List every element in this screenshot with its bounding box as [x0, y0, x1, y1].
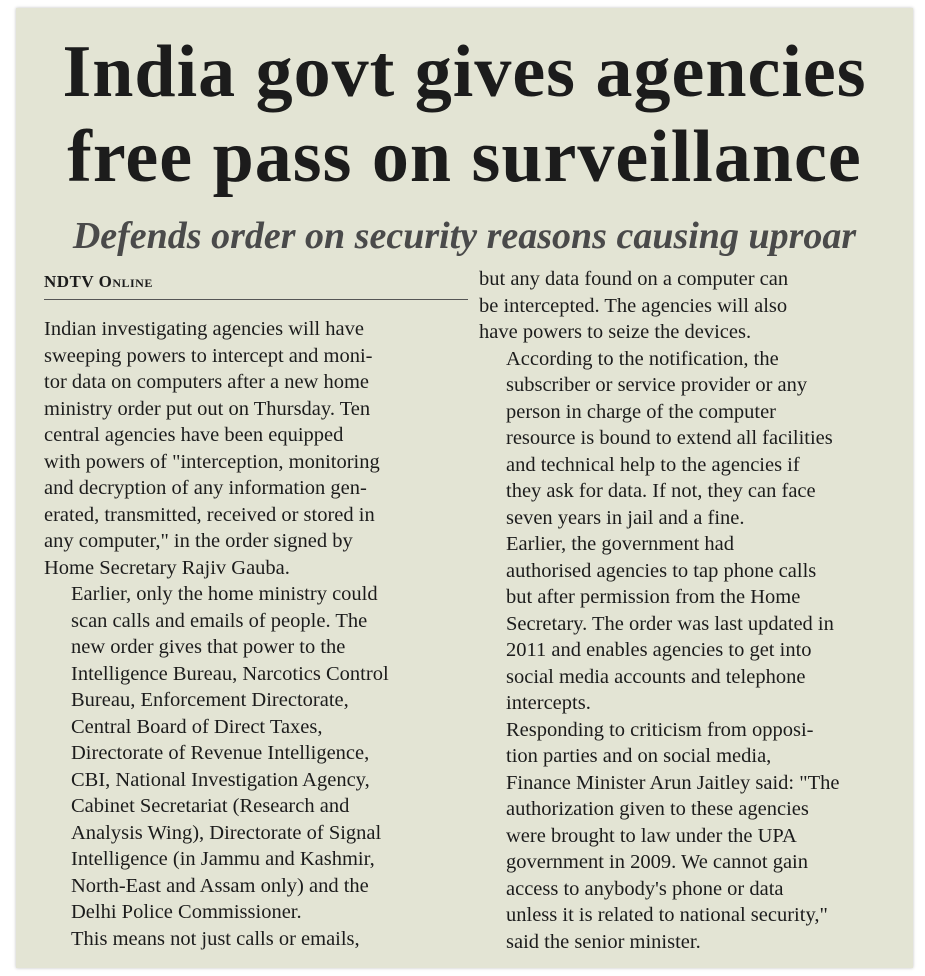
byline: NDTV Online — [44, 272, 153, 291]
text-line: authorised agencies to tap phone calls — [506, 559, 817, 582]
text-line: Delhi Police Commissioner. — [71, 901, 302, 923]
text-line: Directorate of Revenue Intelligence, — [71, 742, 370, 764]
text-line: but any data found on a computer can — [479, 268, 789, 290]
text-line: person in charge of the computer — [506, 400, 777, 423]
article-column-left — [44, 316, 484, 952]
article-paragraph — [44, 316, 484, 581]
text-line: According to the notification, the — [506, 347, 779, 370]
headline-line-2: free pass on surveillance — [67, 116, 862, 198]
text-line: Secretary. The order was last updated in — [506, 612, 834, 635]
text-line: CBI, National Investigation Agency, — [71, 768, 370, 791]
text-line: North-East and Assam only) and the — [71, 874, 369, 897]
text-line: and technical help to the agencies if — [506, 453, 800, 476]
text-line: Earlier, the government had — [506, 533, 735, 555]
text-line: authorization given to these agencies — [506, 798, 809, 820]
text-line: social media accounts and telephone — [506, 665, 806, 688]
text-line: Responding to criticism from opposi- — [506, 718, 814, 741]
article-paragraph — [479, 346, 913, 532]
newspaper-clipping — [16, 8, 913, 968]
text-line: be intercepted. The agencies will also — [479, 294, 788, 317]
text-line: tion parties and on social media, — [506, 745, 772, 767]
text-line: government in 2009. We cannot gain — [506, 851, 808, 873]
text-line: were brought to law under the UPA — [506, 824, 797, 847]
text-line: This means not just calls or emails, — [71, 927, 360, 950]
text-line: any computer," in the order signed by — [44, 530, 353, 552]
text-line: Analysis Wing), Directorate of Signal — [71, 821, 382, 844]
article-paragraph — [44, 581, 484, 926]
text-line: Intelligence Bureau, Narcotics Control — [71, 662, 389, 685]
text-line: sweeping powers to intercept and moni- — [44, 344, 373, 367]
headline — [16, 30, 913, 200]
article-column-right — [479, 266, 913, 955]
text-line: said the senior minister. — [506, 930, 701, 953]
subheadline: Defends order on security reasons causing uproar — [72, 215, 857, 257]
text-line: intercepts. — [506, 692, 591, 714]
article-paragraph — [44, 926, 484, 953]
text-line: Earlier, only the home ministry could — [71, 583, 378, 605]
byline-divider — [44, 299, 468, 300]
text-line: scan calls and emails of people. The — [71, 609, 368, 632]
text-line: resource is bound to extend all facilities — [506, 427, 833, 449]
text-line: new order gives that power to the — [71, 636, 346, 658]
text-line: seven years in jail and a fine. — [506, 506, 745, 529]
text-line: Cabinet Secretariat (Research and — [71, 795, 350, 817]
text-line: but after permission from the Home — [506, 586, 801, 608]
text-line: Intelligence (in Jammu and Kashmir, — [71, 848, 375, 870]
text-line: and decryption of any information gen- — [44, 477, 367, 499]
text-line: 2011 and enables agencies to get into — [506, 639, 812, 661]
article-paragraph — [479, 717, 913, 956]
text-line: Finance Minister Arun Jaitley said: "The — [506, 771, 840, 794]
text-line: tor data on computers after a new home — [44, 371, 370, 393]
text-line: Central Board of Direct Taxes, — [71, 715, 323, 738]
text-line: erated, transmitted, received or stored in — [44, 503, 375, 526]
headline-line-1: India govt gives agencies — [62, 31, 867, 113]
text-line: Home Secretary Rajiv Gauba. — [44, 556, 290, 579]
article-paragraph — [479, 531, 913, 717]
text-line: unless it is related to national security," — [506, 904, 828, 926]
text-line: ministry order put out on Thursday. Ten — [44, 397, 371, 420]
text-line: have powers to seize the devices. — [479, 321, 752, 343]
text-line: with powers of "interception, monitoring — [44, 450, 380, 473]
text-line: access to anybody's phone or data — [506, 877, 784, 900]
article-paragraph — [479, 266, 913, 346]
text-line: central agencies have been equipped — [44, 424, 344, 446]
text-line: subscriber or service provider or any — [506, 374, 808, 396]
text-line: Indian investigating agencies will have — [44, 318, 364, 340]
text-line: they ask for data. If not, they can face — [506, 480, 816, 502]
text-line: Bureau, Enforcement Directorate, — [71, 689, 349, 711]
